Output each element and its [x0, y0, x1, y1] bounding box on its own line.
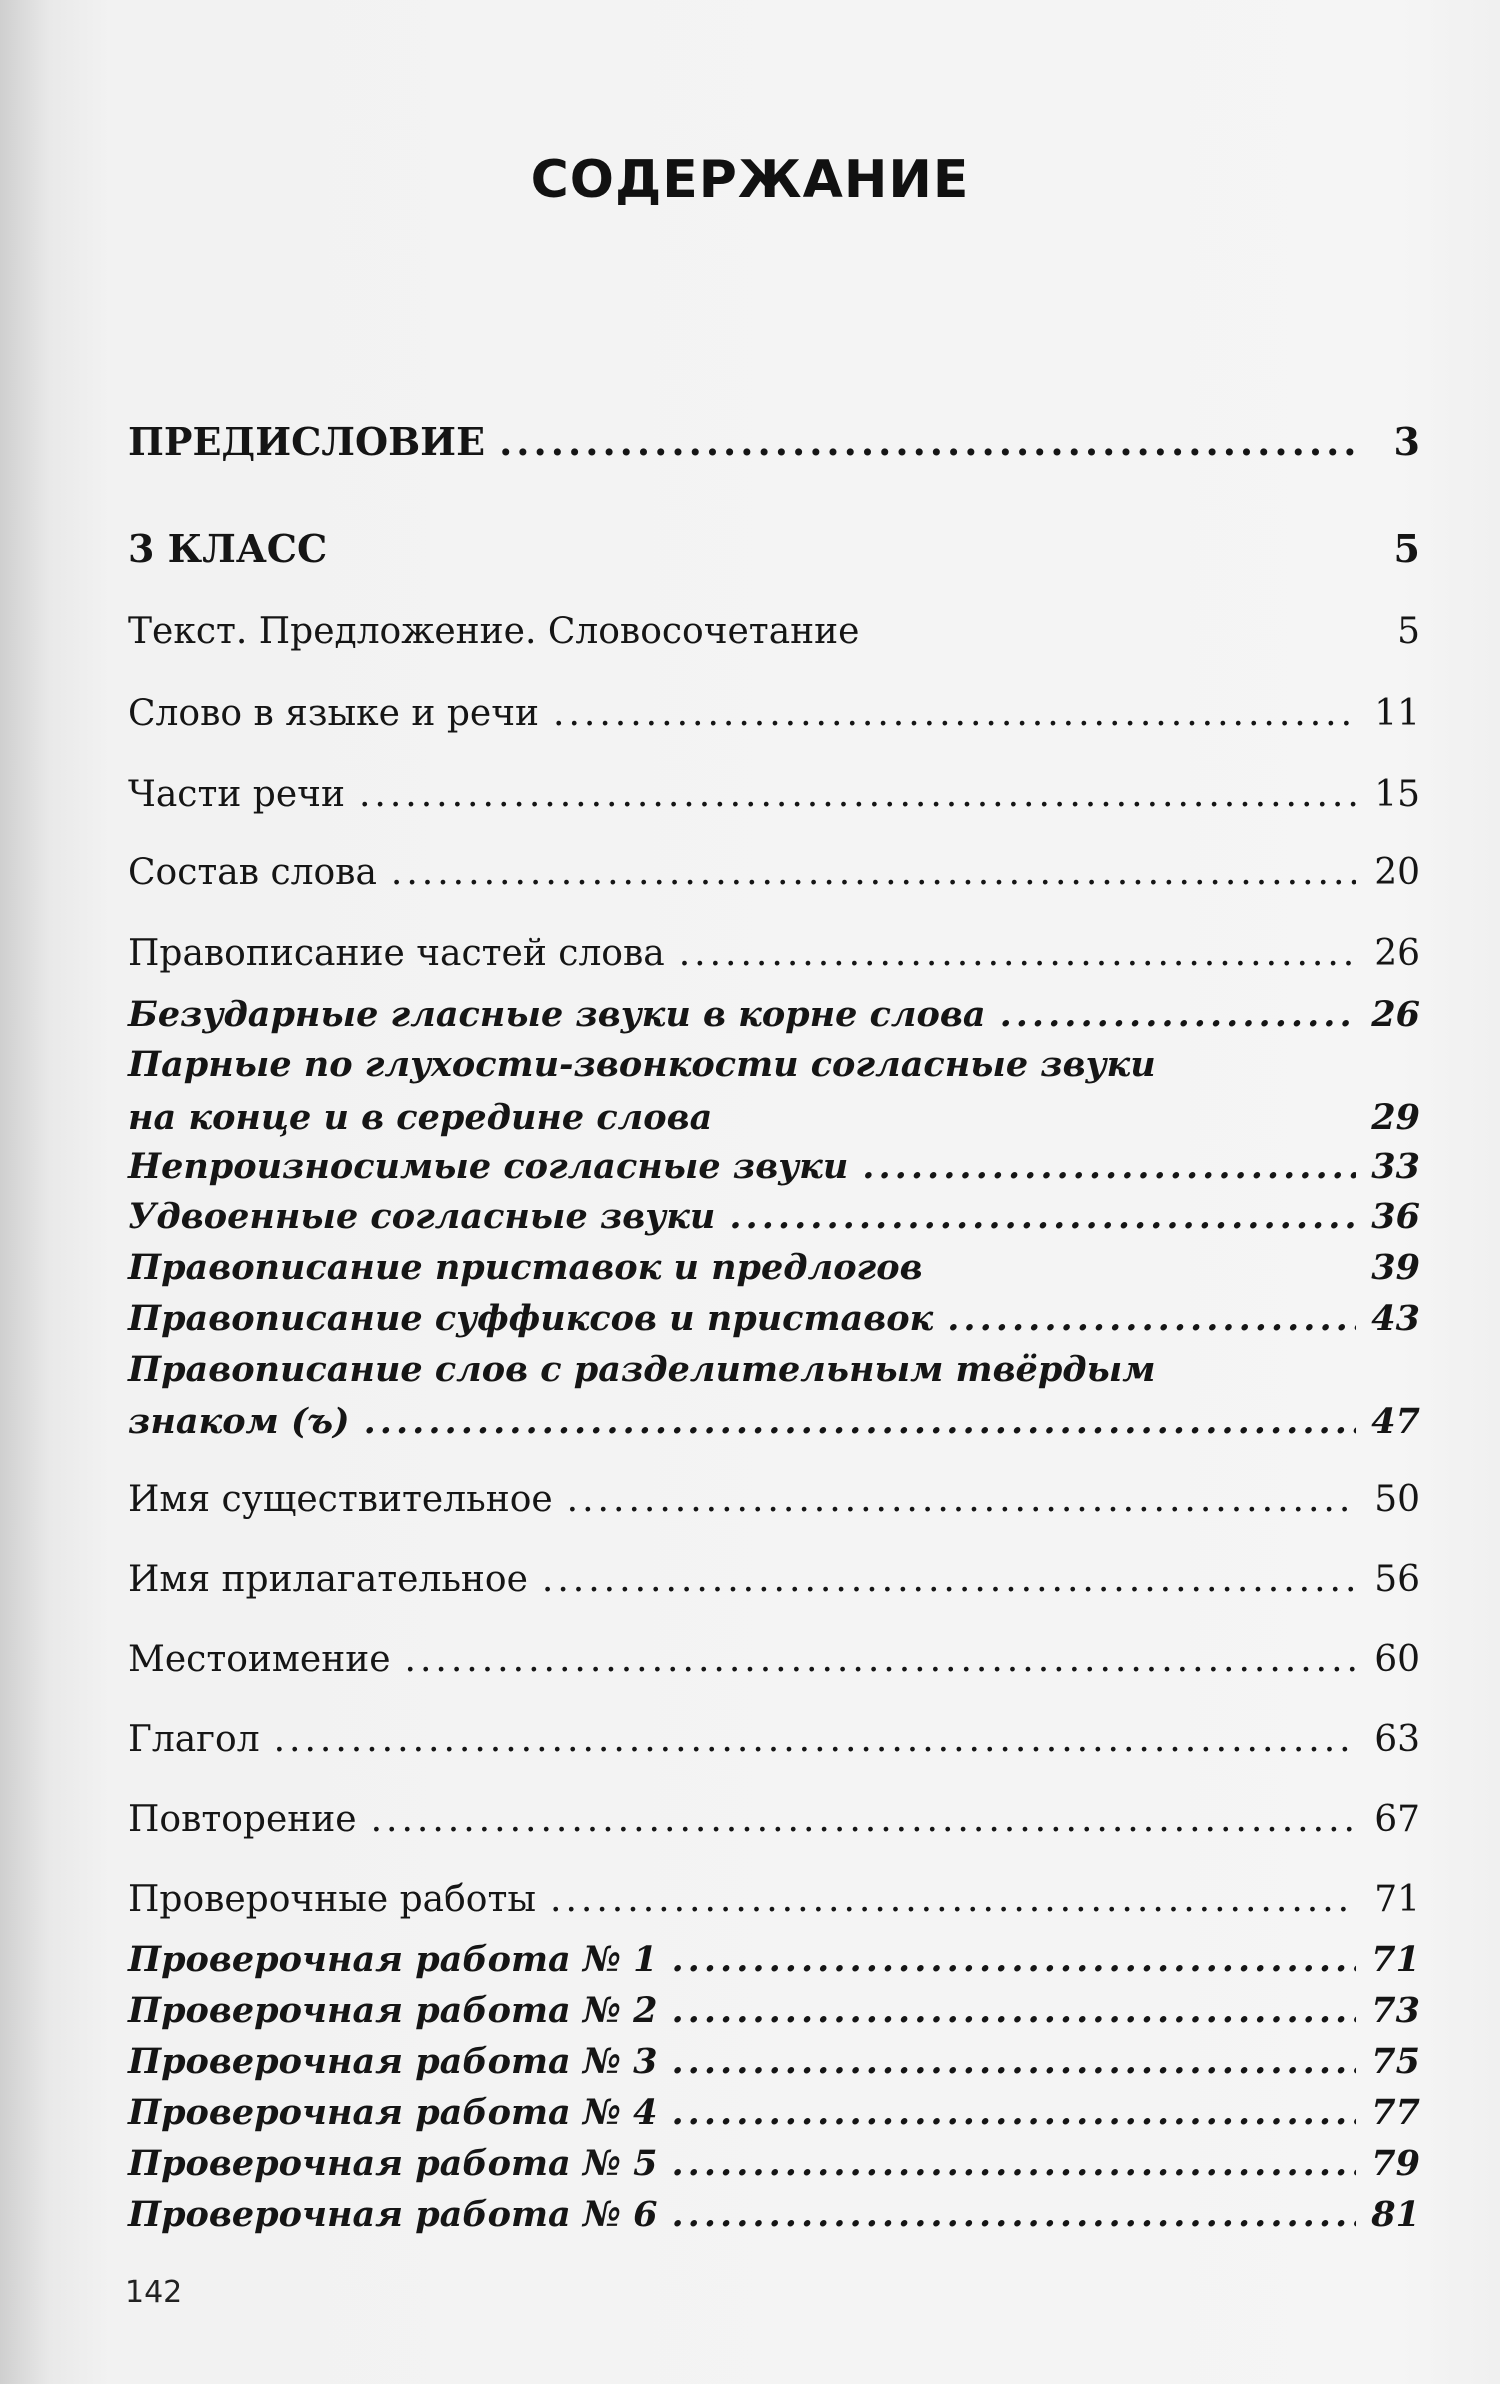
toc-entry-page: 36	[1371, 1196, 1420, 1237]
toc-entry-page: 50	[1374, 1479, 1420, 1520]
page-title: СОДЕРЖАНИЕ	[530, 150, 970, 210]
toc-entry	[128, 1638, 1420, 1682]
toc-leader-dots	[542, 1558, 1356, 1602]
toc-entry-label: Проверочная работа № 1	[128, 1939, 658, 1980]
page-number: 142	[125, 2275, 183, 2310]
toc-entry-label: ПРЕДИСЛОВИЕ	[128, 419, 486, 464]
toc-subentry-line1	[128, 1043, 1420, 1087]
toc-subentry-line1	[128, 1348, 1420, 1392]
toc-entry-page: 71	[1371, 1939, 1420, 1980]
toc-entry-page: 15	[1374, 774, 1420, 815]
toc-leader-dots	[567, 1478, 1356, 1522]
toc-entry-label: Имя существительное	[128, 1479, 553, 1520]
toc-entry	[128, 1478, 1420, 1522]
toc-subentry	[128, 2040, 1420, 2084]
toc-entry-page: 79	[1371, 2143, 1420, 2184]
toc-entry	[128, 1798, 1420, 1842]
toc-entry-label: Глагол	[128, 1719, 260, 1760]
toc-leader-dots	[391, 851, 1356, 895]
toc-subentry	[128, 993, 1420, 1037]
toc-entry-page: 3	[1393, 419, 1420, 464]
toc-entry-label: Проверочные работы	[128, 1879, 537, 1920]
toc-entry-page: 73	[1371, 1990, 1420, 2031]
toc-entry	[128, 610, 1420, 654]
toc-subentry	[128, 1989, 1420, 2033]
toc-entry	[128, 1878, 1420, 1922]
toc-leader-dots	[499, 420, 1356, 464]
toc-subentry	[128, 1145, 1420, 1189]
toc-entry-page: 71	[1374, 1879, 1420, 1920]
toc-leader-dots	[862, 1145, 1356, 1189]
toc-subentry	[128, 2193, 1420, 2237]
toc-leader-dots	[671, 2040, 1356, 2084]
toc-subentry	[128, 1400, 1420, 1444]
toc-entry-label: знаком (ъ)	[128, 1401, 350, 1442]
toc-entry-page: 75	[1371, 2041, 1420, 2082]
toc-entry	[128, 692, 1420, 736]
toc-entry-preface	[128, 420, 1420, 464]
toc-subentry	[128, 1297, 1420, 1341]
toc-entry-label: Проверочная работа № 2	[128, 1990, 658, 2031]
toc-entry-page: 43	[1371, 1298, 1420, 1339]
toc-entry-page: 67	[1374, 1799, 1420, 1840]
toc-entry-page: 26	[1371, 994, 1420, 1035]
toc-entry-label: Удвоенные согласные звуки	[128, 1196, 716, 1237]
toc-entry-label: Проверочная работа № 3	[128, 2041, 658, 2082]
toc-entry-page: 26	[1374, 933, 1420, 974]
toc-entry-label: Непроизносимые согласные звуки	[128, 1146, 849, 1187]
toc-entry-label: Состав слова	[128, 852, 377, 893]
toc-entry-page: 77	[1371, 2092, 1420, 2133]
toc-entry	[128, 932, 1420, 976]
toc-leader-dots	[364, 1400, 1356, 1444]
toc-entry-page: 39	[1371, 1247, 1420, 1288]
toc-subentry	[128, 1096, 1420, 1140]
toc-entry-label: Проверочная работа № 6	[128, 2194, 658, 2235]
toc-entry-label: Правописание слов с разделительным твёрдым	[128, 1349, 1156, 1390]
toc-leader-dots	[1000, 993, 1356, 1037]
toc-leader-dots	[405, 1638, 1356, 1682]
toc-entry-page: 33	[1371, 1146, 1420, 1187]
toc-entry-label: Повторение	[128, 1799, 357, 1840]
toc-entry-page: 20	[1374, 852, 1420, 893]
toc-subentry	[128, 1938, 1420, 1982]
toc-subentry	[128, 1246, 1420, 1290]
toc-leader-dots	[947, 1297, 1356, 1341]
toc-subentry	[128, 2142, 1420, 2186]
toc-entry-page: 5	[1397, 611, 1420, 652]
toc-entry-label: 3 КЛАСС	[128, 526, 328, 571]
toc-entry-page: 63	[1374, 1719, 1420, 1760]
toc-entry-label: Местоимение	[128, 1639, 391, 1680]
toc-entry-label: на конце и в середине слова	[128, 1097, 713, 1138]
toc-entry-label: Проверочная работа № 5	[128, 2143, 658, 2184]
toc-entry	[128, 773, 1420, 817]
toc-entry	[128, 1718, 1420, 1762]
toc-entry-label: Безударные гласные звуки в корне слова	[128, 994, 986, 1035]
toc-entry-page: 29	[1371, 1097, 1420, 1138]
toc-entry	[128, 851, 1420, 895]
toc-entry-label: Имя прилагательное	[128, 1559, 528, 1600]
toc-leader-dots	[371, 1798, 1356, 1842]
toc-entry-page: 60	[1374, 1639, 1420, 1680]
toc-entry-label: Правописание суффиксов и приставок	[128, 1298, 934, 1339]
toc-entry-page: 56	[1374, 1559, 1420, 1600]
toc-entry-page: 47	[1371, 1401, 1420, 1442]
toc-entry-label: Части речи	[128, 774, 345, 815]
toc-entry-label: Парные по глухости-звонкости согласные звуки	[128, 1044, 1156, 1085]
toc-entry-label: Правописание частей слова	[128, 933, 665, 974]
toc-entry-label: Слово в языке и речи	[128, 693, 540, 734]
toc-entry-page: 5	[1393, 526, 1420, 571]
toc-entry-grade-3	[128, 527, 1420, 571]
toc-leader-dots	[671, 1989, 1356, 2033]
toc-entry	[128, 1558, 1420, 1602]
toc-subentry	[128, 1195, 1420, 1239]
toc-entry-label: Правописание приставок и предлогов	[128, 1247, 923, 1288]
toc-entry-page: 11	[1374, 693, 1420, 734]
toc-leader-dots	[671, 2091, 1356, 2135]
toc-leader-dots	[729, 1195, 1356, 1239]
toc-leader-dots	[274, 1718, 1356, 1762]
toc-entry-label: Текст. Предложение. Словосочетание	[128, 611, 860, 652]
toc-leader-dots	[671, 1938, 1356, 1982]
toc-leader-dots	[359, 773, 1356, 817]
toc-leader-dots	[553, 692, 1356, 736]
toc-leader-dots	[671, 2142, 1356, 2186]
toc-leader-dots	[550, 1878, 1356, 1922]
toc-entry-label: Проверочная работа № 4	[128, 2092, 658, 2133]
toc-entry-page: 81	[1371, 2194, 1420, 2235]
toc-leader-dots	[679, 932, 1356, 976]
toc-leader-dots	[671, 2193, 1356, 2237]
toc-subentry	[128, 2091, 1420, 2135]
